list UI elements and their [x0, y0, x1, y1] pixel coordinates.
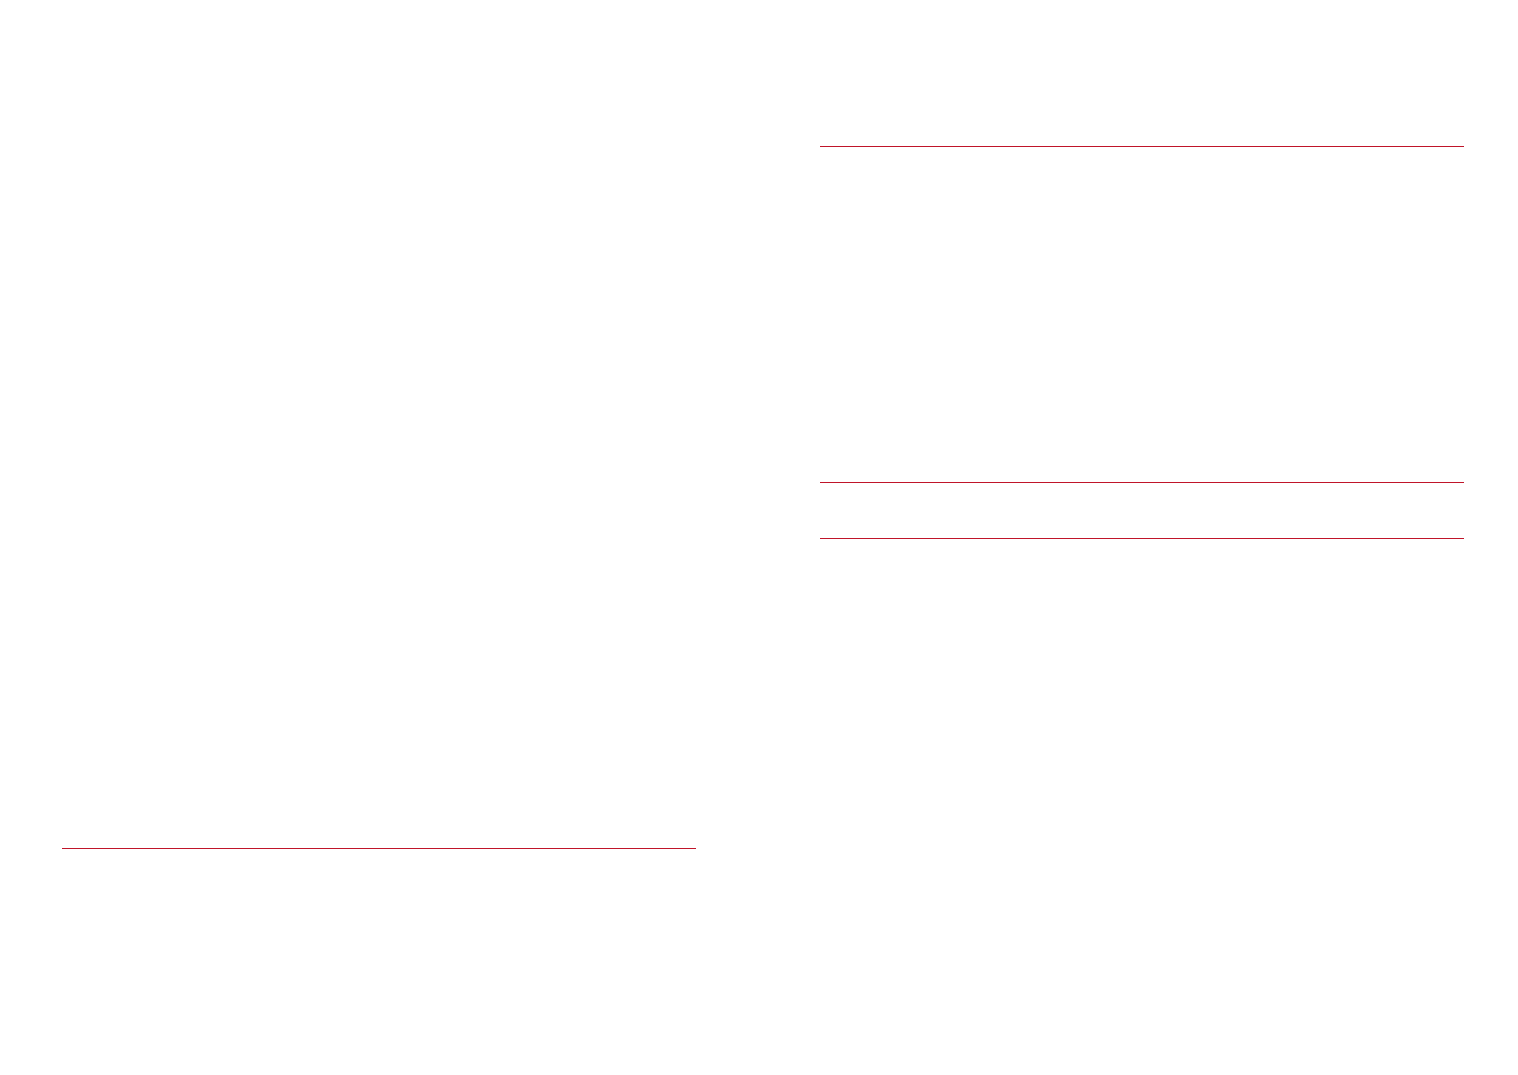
divider [62, 848, 696, 849]
divider [820, 482, 1464, 483]
event-title [116, 262, 142, 342]
divider [820, 538, 1464, 539]
divider [820, 146, 1464, 147]
